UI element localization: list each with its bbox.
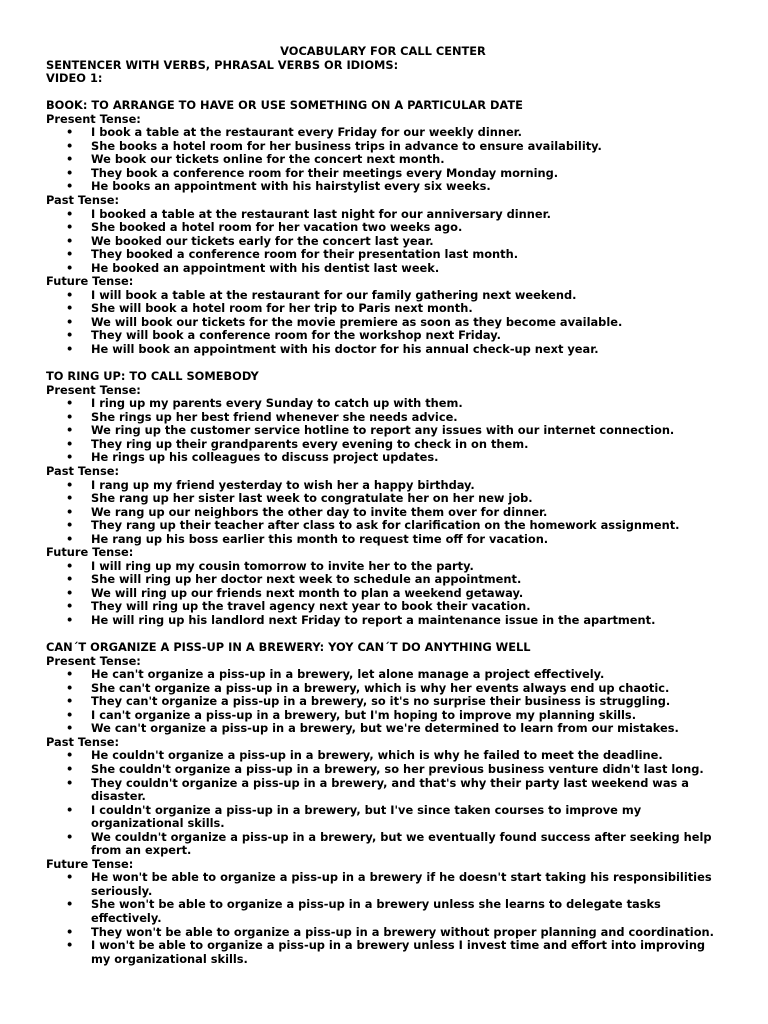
bullet-icon: • bbox=[66, 328, 74, 343]
example-list bbox=[46, 126, 736, 194]
bullet-icon: • bbox=[66, 165, 74, 180]
list-item-text: She can't organize a piss-up in a brewery, which is why her events always end up chaotic. bbox=[91, 680, 670, 695]
bullet-icon: • bbox=[66, 423, 74, 438]
list-item bbox=[46, 519, 736, 533]
example-list bbox=[46, 668, 736, 736]
bullet-icon: • bbox=[66, 518, 74, 533]
list-item bbox=[46, 695, 736, 709]
list-item bbox=[46, 424, 736, 438]
example-list bbox=[46, 208, 736, 276]
list-item bbox=[46, 763, 736, 777]
bullet-icon: • bbox=[66, 775, 74, 790]
list-item-text: He can't organize a piss-up in a brewery, let alone manage a project effectively. bbox=[91, 667, 605, 682]
list-item bbox=[46, 289, 736, 303]
list-item bbox=[46, 939, 736, 966]
bullet-icon: • bbox=[66, 179, 74, 194]
bullet-icon: • bbox=[66, 260, 74, 275]
list-item-text: I couldn't organize a piss-up in a brewery, but I've since taken courses to improve my bbox=[91, 802, 642, 817]
list-item bbox=[46, 804, 736, 831]
example-list bbox=[46, 289, 736, 357]
list-item-text: He will ring up his landlord next Friday to report a maintenance issue in the apartment. bbox=[91, 612, 656, 627]
list-item-text: He will book an appointment with his doctor for his annual check-up next year. bbox=[91, 342, 599, 357]
list-item-text: He books an appointment with his hairstylist every six weeks. bbox=[91, 179, 491, 194]
list-item-text: organizational skills. bbox=[91, 816, 225, 831]
list-item bbox=[46, 262, 736, 276]
list-item-text: They won't be able to organize a piss-up in a brewery without proper planning and coordination. bbox=[91, 924, 714, 939]
list-item bbox=[46, 587, 736, 601]
list-item bbox=[46, 221, 736, 235]
example-list bbox=[46, 871, 736, 966]
tense-label: Past Tense: bbox=[46, 193, 120, 208]
bullet-icon: • bbox=[66, 761, 74, 776]
list-item-text: They can't organize a piss-up in a brewery, so it's no surprise their business is struggling. bbox=[91, 694, 671, 709]
document-title: VOCABULARY FOR CALL CENTER bbox=[280, 44, 486, 58]
list-item bbox=[46, 560, 736, 574]
list-item-text: He booked an appointment with his dentist last week. bbox=[91, 260, 440, 275]
list-item-text: I booked a table at the restaurant last night for our anniversary dinner. bbox=[91, 206, 551, 221]
sections-container bbox=[46, 86, 736, 967]
list-item-text: They booked a conference room for their presentation last month. bbox=[91, 247, 519, 262]
list-item bbox=[46, 397, 736, 411]
list-item-text: I will ring up my cousin tomorrow to invite her to the party. bbox=[91, 558, 474, 573]
list-item-text: She booked a hotel room for her vacation two weeks ago. bbox=[91, 220, 463, 235]
section-heading: BOOK: TO ARRANGE TO HAVE OR USE SOMETHING ON A PARTICULAR DATE bbox=[46, 98, 523, 113]
bullet-icon: • bbox=[66, 694, 74, 709]
bullet-icon: • bbox=[66, 721, 74, 736]
list-item-text: She books a hotel room for her business trips in advance to ensure availability. bbox=[91, 138, 602, 153]
list-item bbox=[46, 167, 736, 181]
list-item-text: They book a conference room for their meetings every Monday morning. bbox=[91, 165, 559, 180]
list-item-text: They will book a conference room for the workshop next Friday. bbox=[91, 328, 501, 343]
bullet-icon: • bbox=[66, 450, 74, 465]
bullet-icon: • bbox=[66, 342, 74, 357]
list-item-text: He rang up his boss earlier this month to request time off for vacation. bbox=[91, 531, 549, 546]
list-item bbox=[46, 411, 736, 425]
list-item bbox=[46, 438, 736, 452]
bullet-icon: • bbox=[66, 707, 74, 722]
list-item-text: We rang up our neighbors the other day to invite them over for dinner. bbox=[91, 504, 548, 519]
list-item bbox=[46, 316, 736, 330]
list-item bbox=[46, 831, 736, 858]
list-item-text: We will ring up our friends next month to plan a weekend getaway. bbox=[91, 585, 524, 600]
bullet-icon: • bbox=[66, 301, 74, 316]
list-item-text: I book a table at the restaurant every Friday for our weekly dinner. bbox=[91, 125, 522, 140]
bullet-icon: • bbox=[66, 802, 74, 817]
bullet-icon: • bbox=[66, 558, 74, 573]
bullet-icon: • bbox=[66, 531, 74, 546]
list-item bbox=[46, 722, 736, 736]
list-item bbox=[46, 343, 736, 357]
list-item bbox=[46, 451, 736, 465]
list-item-text: I can't organize a piss-up in a brewery, but I'm hoping to improve my planning skills. bbox=[91, 707, 637, 722]
list-item-text: seriously. bbox=[91, 883, 153, 898]
bullet-icon: • bbox=[66, 287, 74, 302]
list-item-text: We couldn't organize a piss-up in a brewery, but we eventually found success after seeking help bbox=[91, 829, 712, 844]
list-item bbox=[46, 682, 736, 696]
list-item-text: effectively. bbox=[91, 911, 162, 925]
bullet-icon: • bbox=[66, 233, 74, 248]
tense-label: Future Tense: bbox=[46, 856, 134, 871]
list-item-text: He won't be able to organize a piss-up in a brewery if he doesn't start taking his responsibilities bbox=[91, 870, 712, 885]
list-item-text: We ring up the customer service hotline to report any issues with our internet connection. bbox=[91, 423, 675, 438]
example-list bbox=[46, 397, 736, 465]
bullet-icon: • bbox=[66, 924, 74, 939]
list-item bbox=[46, 329, 736, 343]
list-item bbox=[46, 600, 736, 614]
list-item-text: She rings up her best friend whenever she needs advice. bbox=[91, 409, 458, 424]
bullet-icon: • bbox=[66, 599, 74, 614]
tense-label: Future Tense: bbox=[46, 545, 134, 560]
list-item-text: She will book a hotel room for her trip to Paris next month. bbox=[91, 301, 473, 316]
list-item bbox=[46, 573, 736, 587]
bullet-icon: • bbox=[66, 870, 74, 885]
list-item bbox=[46, 871, 736, 898]
section-spacer bbox=[46, 86, 736, 100]
list-item-text: They will ring up the travel agency next year to book their vacation. bbox=[91, 599, 531, 614]
list-item bbox=[46, 533, 736, 547]
example-list bbox=[46, 749, 736, 857]
list-item-text: She won't be able to organize a piss-up in a brewery unless she learns to delegate tasks bbox=[91, 897, 661, 912]
list-item-text: I ring up my parents every Sunday to catch up with them. bbox=[91, 396, 463, 411]
bullet-icon: • bbox=[66, 491, 74, 506]
bullet-icon: • bbox=[66, 396, 74, 411]
list-item-text: I rang up my friend yesterday to wish her a happy birthday. bbox=[91, 477, 475, 492]
list-item bbox=[46, 208, 736, 222]
bullet-icon: • bbox=[66, 572, 74, 587]
list-item-text: my organizational skills. bbox=[91, 951, 248, 966]
tense-label: Past Tense: bbox=[46, 734, 120, 749]
example-list bbox=[46, 479, 736, 547]
bullet-icon: • bbox=[66, 409, 74, 424]
bullet-icon: • bbox=[66, 680, 74, 695]
list-item-text: from an expert. bbox=[91, 843, 192, 858]
video-label: VIDEO 1: bbox=[46, 71, 103, 86]
list-item bbox=[46, 248, 736, 262]
list-item bbox=[46, 492, 736, 506]
tense-label: Future Tense: bbox=[46, 274, 134, 289]
tense-label: Past Tense: bbox=[46, 463, 120, 478]
section-heading: TO RING UP: TO CALL SOMEBODY bbox=[46, 369, 259, 384]
bullet-icon: • bbox=[66, 585, 74, 600]
tense-label: Present Tense: bbox=[46, 653, 141, 668]
list-item bbox=[46, 153, 736, 167]
list-item bbox=[46, 235, 736, 249]
list-item-text: I won't be able to organize a piss-up in a brewery unless I invest time and effort into improving bbox=[91, 938, 706, 953]
list-item bbox=[46, 668, 736, 682]
bullet-icon: • bbox=[66, 938, 74, 953]
bullet-icon: • bbox=[66, 206, 74, 221]
list-item-text: We will book our tickets for the movie premiere as soon as they become available. bbox=[91, 314, 623, 329]
list-item-text: She rang up her sister last week to congratulate her on her new job. bbox=[91, 491, 533, 506]
list-item bbox=[46, 140, 736, 154]
section-spacer bbox=[46, 628, 736, 642]
list-item-text: She will ring up her doctor next week to schedule an appointment. bbox=[91, 572, 522, 587]
bullet-icon: • bbox=[66, 125, 74, 140]
list-item-text: He rings up his colleagues to discuss project updates. bbox=[91, 450, 439, 465]
section-heading: CAN´T ORGANIZE A PISS-UP IN A BREWERY: YOY CAN´T DO ANYTHING WELL bbox=[46, 640, 531, 655]
example-list bbox=[46, 560, 736, 628]
list-item-text: We can't organize a piss-up in a brewery, but we're determined to learn from our mistakes. bbox=[91, 721, 679, 736]
list-item-text: We book our tickets online for the concert next month. bbox=[91, 152, 445, 167]
bullet-icon: • bbox=[66, 829, 74, 844]
list-item bbox=[46, 898, 736, 925]
list-item bbox=[46, 749, 736, 763]
list-item-text: They couldn't organize a piss-up in a brewery, and that's why their party last weekend was a bbox=[91, 775, 689, 790]
list-item bbox=[46, 506, 736, 520]
bullet-icon: • bbox=[66, 612, 74, 627]
list-item-text: We booked our tickets early for the concert last year. bbox=[91, 233, 434, 248]
tense-label: Present Tense: bbox=[46, 111, 141, 126]
bullet-icon: • bbox=[66, 504, 74, 519]
list-item-text: I will book a table at the restaurant for our family gathering next weekend. bbox=[91, 287, 577, 302]
list-item bbox=[46, 709, 736, 723]
tense-label: Present Tense: bbox=[46, 382, 141, 397]
list-item bbox=[46, 479, 736, 493]
list-item bbox=[46, 614, 736, 628]
section-spacer bbox=[46, 357, 736, 371]
bullet-icon: • bbox=[66, 748, 74, 763]
list-item-text: They ring up their grandparents every evening to check in on them. bbox=[91, 436, 529, 451]
bullet-icon: • bbox=[66, 314, 74, 329]
list-item-text: disaster. bbox=[91, 789, 146, 804]
bullet-icon: • bbox=[66, 138, 74, 153]
list-item bbox=[46, 777, 736, 804]
bullet-icon: • bbox=[66, 152, 74, 167]
bullet-icon: • bbox=[66, 667, 74, 682]
bullet-icon: • bbox=[66, 247, 74, 262]
document-subtitle: SENTENCER WITH VERBS, PHRASAL VERBS OR IDIOMS: bbox=[46, 57, 399, 72]
bullet-icon: • bbox=[66, 436, 74, 451]
bullet-icon: • bbox=[66, 220, 74, 235]
list-item-text: They rang up their teacher after class to ask for clarification on the homework assignment. bbox=[91, 518, 680, 533]
list-item bbox=[46, 302, 736, 316]
bullet-icon: • bbox=[66, 897, 74, 912]
list-item-text: He couldn't organize a piss-up in a brewery, which is why he failed to meet the deadline. bbox=[91, 748, 663, 763]
bullet-icon: • bbox=[66, 477, 74, 492]
list-item bbox=[46, 126, 736, 140]
list-item bbox=[46, 926, 736, 940]
list-item-text: She couldn't organize a piss-up in a brewery, so her previous business venture didn't last long. bbox=[91, 761, 704, 776]
list-item bbox=[46, 180, 736, 194]
